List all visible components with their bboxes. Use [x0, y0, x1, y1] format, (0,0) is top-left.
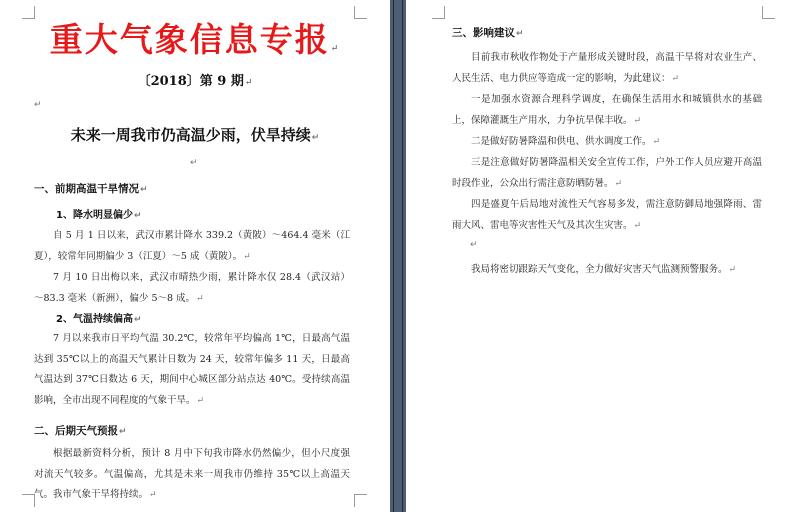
suggestion-item[interactable]: 一是加强水资源合理科学调度，在确保生活用水和城镇供水的基础上，保障灌溉生产用水，力争抗旱保丰收。↵	[452, 94, 762, 126]
suggestion-item[interactable]: 四是盛夏午后局地对流性天气容易多发，需注意防御局地强降雨、雷雨大风、雷电等灾害性天气及其次生灾害。↵	[452, 199, 762, 231]
body-paragraph[interactable]: 目前我市秋收作物处于产量形成关键时段，高温干旱将对农业生产、人民生活、电力供应等造成一定的影响，为此建议：↵	[452, 52, 762, 84]
section-heading[interactable]: 一、前期高温干旱情况↵	[34, 183, 148, 195]
document-page-2	[406, 0, 800, 512]
closing-paragraph[interactable]: 我局将密切跟踪天气变化，全力做好灾害天气监测预警服务。↵	[471, 264, 737, 275]
document-page-1	[0, 0, 390, 512]
body-paragraph[interactable]: 7 月 10 日出梅以来，武汉市晴热少雨，累计降水仅 28.4（武汉站）～83.3 毫米（新洲），偏少 5～8 成。↵	[34, 272, 350, 304]
report-headline[interactable]: 未来一周我市仍高温少雨，伏旱持续↵	[70, 126, 320, 144]
subsection-heading[interactable]: 2、气温持续偏高↵	[56, 314, 142, 325]
document-title[interactable]: 重大气象信息专报↵	[49, 20, 341, 59]
subsection-heading[interactable]: 1、降水明显偏少↵	[56, 210, 142, 221]
crop-mark	[432, 6, 445, 19]
issue-number[interactable]: 〔2018〕第 9 期↵	[137, 74, 253, 89]
body-paragraph[interactable]: 自 5 月 1 日以来，武汉市累计降水 339.2（黄陂）～464.4 毫米（江夏），较常年同期偏少 3（江夏）～5 成（黄陂）。↵	[34, 230, 350, 262]
body-paragraph[interactable]: 7 月以来我市日平均气温 30.2℃，较常年平均偏高 1℃，日最高气温达到 35℃以上的高温天气累计日数为 24 天，较常年偏多 11 天，日最高气温达到 37℃日数达 6 天，期间中心城区部分站点达 40℃。受持续高温影响，全市出现不同程度的气象干旱。↵	[34, 333, 350, 406]
paragraph-mark: ↵	[190, 158, 198, 168]
body-paragraph[interactable]: 根据最新资料分析，预计 8 月中下旬我市降水仍然偏少，但小尺度强对流天气较多。气温偏高，尤其是未来一周我市仍维持 35℃以上高温天气。我市气象干旱将持续。↵	[34, 448, 350, 500]
suggestion-item[interactable]: 三是注意做好防暑降温相关安全宣传工作，户外工作人员应避开高温时段作业，公众出行需注意防晒防暑。↵	[452, 157, 762, 189]
crop-mark	[354, 494, 367, 507]
suggestion-item[interactable]: 二是做好防暑降温和供电、供水调度工作。↵	[471, 136, 661, 147]
paragraph-mark: ↵	[470, 240, 478, 250]
page-separator	[390, 0, 406, 512]
paragraph-mark: ↵	[34, 100, 42, 110]
crop-mark	[762, 6, 775, 19]
section-heading[interactable]: 三、影响建议↵	[452, 27, 524, 39]
section-heading[interactable]: 二、后期天气预报↵	[34, 425, 127, 437]
